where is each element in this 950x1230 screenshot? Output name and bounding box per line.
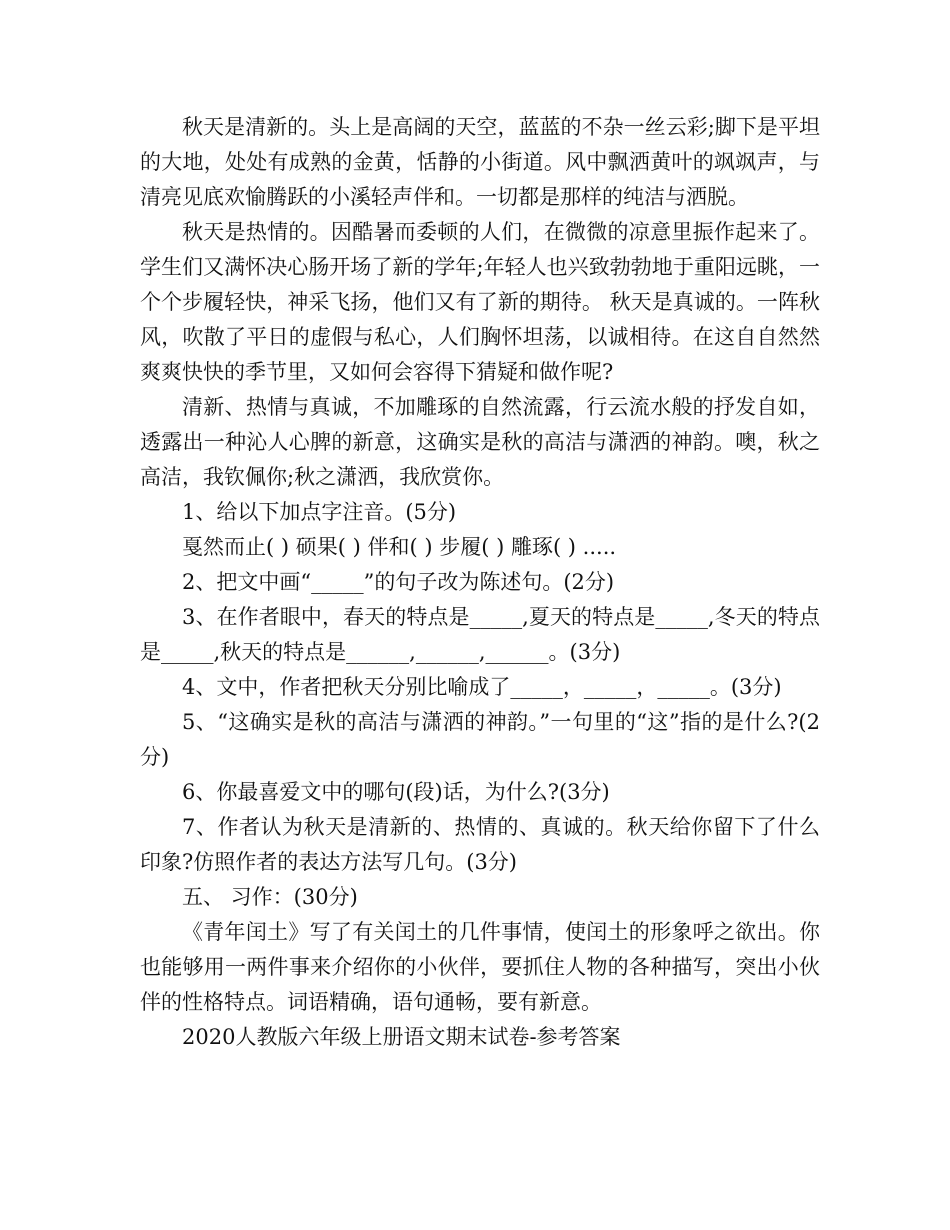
question-1-items: 戛然而止( ) 硕果( ) 伴和( ) 步履( ) 雕琢( ) ..... <box>182 535 617 559</box>
question-3: 3、在作者眼中，春天的特点是_____,夏天的特点是_____,冬天的特点是_____,秋天的特点是______,______,______。(3分) <box>140 605 820 664</box>
document-page <box>140 110 820 1055</box>
question-2: 2、把文中画“_____”的句子改为陈述句。(2分) <box>182 570 615 594</box>
passage-paragraph-3: 清新、热情与真诚，不加雕琢的自然流露，行云流水般的抒发自如，透露出一种沁人心脾的新意，这确实是秋的高洁与潇洒的神韵。噢，秋之高洁，我钦佩你;秋之潇洒，我欣赏你。 <box>140 395 820 489</box>
question-4: 4、文中，作者把秋天分别比喻成了_____，_____，_____。(3分) <box>182 675 782 699</box>
question-5: 5、“这确实是秋的高洁与潇洒的神韵。”一句里的“这”指的是什么?(2分) <box>140 710 820 769</box>
passage-paragraph-2: 秋天是热情的。因酷暑而委顿的人们，在微微的凉意里振作起来了。学生们又满怀决心肠开场了新的学年;年轻人也兴致勃勃地于重阳远眺，一个个步履轻快，神采飞扬，他们又有了新的期待。 秋天是真诚的。一阵秋风，吹散了平日的虚假与私心，人们胸怀坦荡，以诚相待。在这自自然然爽爽快快的季节里，又如何会容得下猜疑和做作呢? <box>140 220 820 384</box>
question-7: 7、作者认为秋天是清新的、热情的、真诚的。秋天给你留下了什么印象?仿照作者的表达方法写几句。(3分) <box>140 815 820 874</box>
answer-key-title: 2020人教版六年级上册语文期末试卷-参考答案 <box>182 1025 621 1049</box>
question-1: 1、给以下加点字注音。(5分) <box>182 500 457 524</box>
composition-heading: 五、 习作：(30分) <box>182 885 358 909</box>
question-6: 6、你最喜爱文中的哪句(段)话，为什么?(3分) <box>182 780 610 804</box>
passage-paragraph-1: 秋天是清新的。头上是高阔的天空，蓝蓝的不杂一丝云彩;脚下是平坦的大地，处处有成熟的金黄，恬静的小街道。风中飘洒黄叶的飒飒声，与清亮见底欢愉腾跃的小溪轻声伴和。一切都是那样的纯洁与洒脱。 <box>140 115 820 209</box>
composition-prompt: 《青年闰土》写了有关闰土的几件事情，使闰土的形象呼之欲出。你也能够用一两件事来介绍你的小伙伴，要抓住人物的各种描写，突出小伙伴的性格特点。词语精确，语句通畅，要有新意。 <box>140 920 820 1014</box>
